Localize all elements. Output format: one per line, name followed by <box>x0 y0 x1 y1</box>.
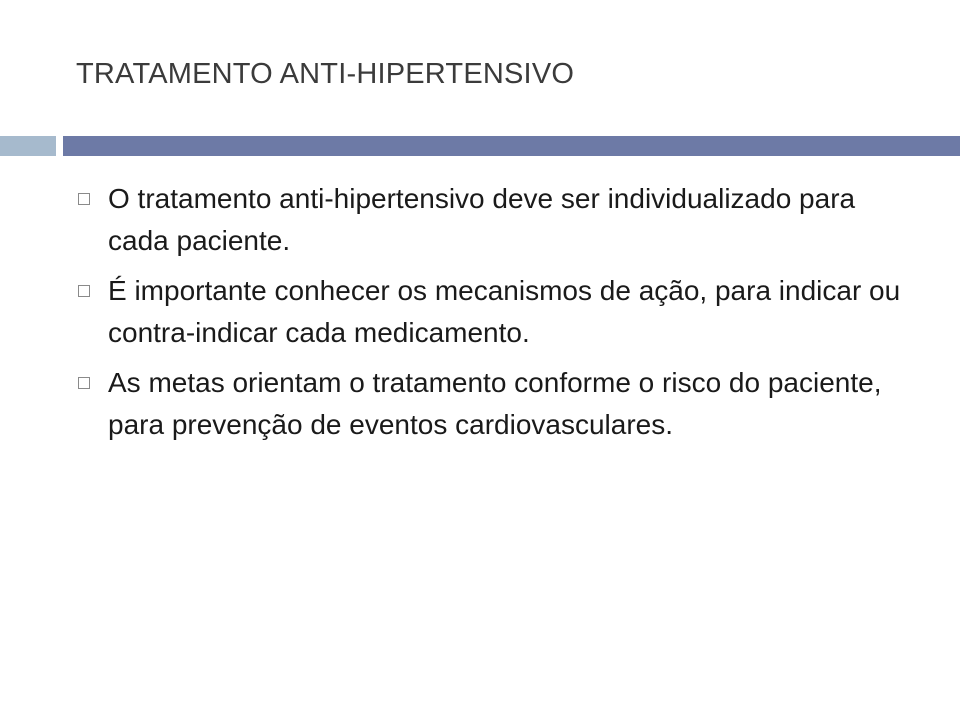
bullet-list <box>76 178 906 454</box>
bullet-item <box>76 178 906 262</box>
slide-title: TRATAMENTO ANTI-HIPERTENSIVO <box>76 58 575 90</box>
hollow-square-icon <box>78 377 90 389</box>
hollow-square-icon <box>78 285 90 297</box>
bullet-item <box>76 270 906 354</box>
title-band-bar <box>63 136 960 156</box>
hollow-square-icon <box>78 193 90 205</box>
bullet-text: É importante conhecer os mecanismos de ação, para indicar ou contra-indicar cada medicamento. <box>108 275 901 348</box>
bullet-text: O tratamento anti-hipertensivo deve ser individualizado para cada paciente. <box>108 183 856 256</box>
bullet-item <box>76 362 906 446</box>
bullet-text: As metas orientam o tratamento conforme o risco do paciente, para prevenção de eventos cardiovasculares. <box>108 367 882 440</box>
title-band-accent <box>0 136 56 156</box>
